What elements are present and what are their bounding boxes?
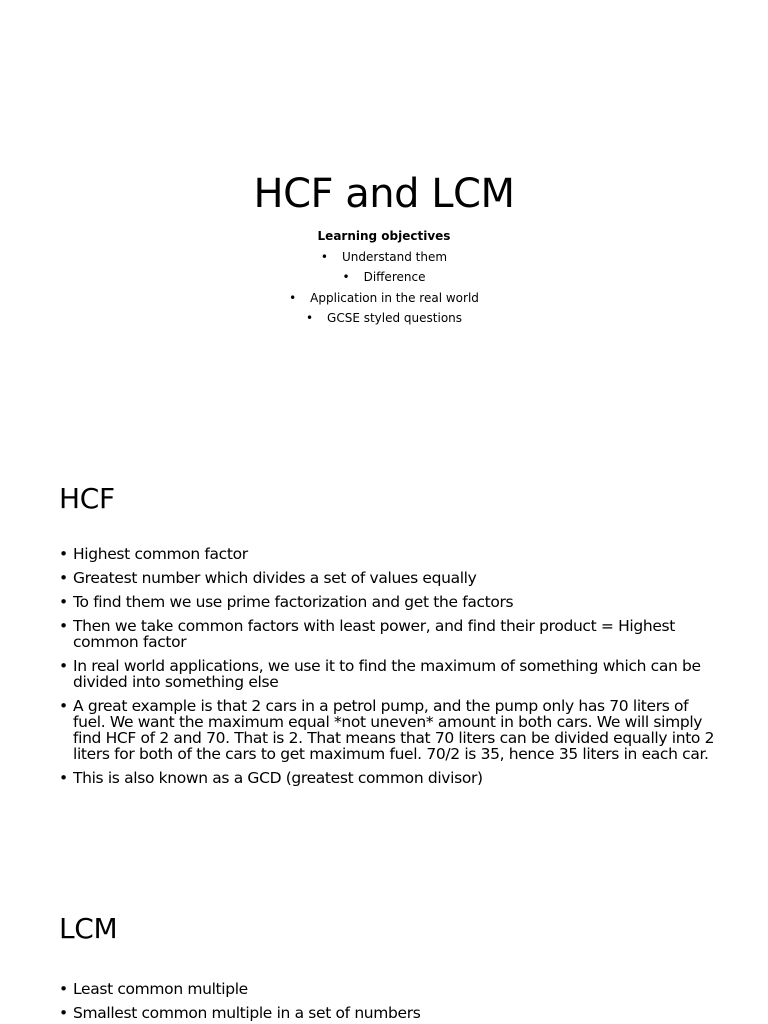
bullet-icon: • <box>59 593 68 611</box>
bullet-icon: • <box>59 769 68 787</box>
bullet-list <box>59 546 719 794</box>
hcf-slide <box>0 432 768 864</box>
list-item-text: Then we take common factors with least power, and find their product = Highest common factor <box>73 617 675 651</box>
lcm-slide <box>0 864 768 1024</box>
bullet-icon: • <box>59 980 68 998</box>
bullet-icon: • <box>59 657 68 675</box>
list-item <box>59 658 719 690</box>
objective-text: Understand them <box>342 249 448 264</box>
bullet-icon: • <box>59 617 68 635</box>
list-item <box>59 1005 719 1021</box>
list-item-text: To find them we use prime factorization and get the factors <box>73 593 514 611</box>
objective-item <box>0 308 768 329</box>
bullet-icon: • <box>305 311 314 325</box>
objective-text: Application in the real world <box>310 290 479 305</box>
list-item-text: A great example is that 2 cars in a petrol pump, and the pump only has 70 liters of fuel. We want the maximum equal *not uneven* amount in both cars. We will simply find HCF of 2 and 70. That is 2. That means that 70 liters can be divided equally into 2 liters for both of the cars to get maximum fuel. 70/2 is 35, hence 35 liters in each car. <box>73 697 715 763</box>
objective-item <box>0 267 768 288</box>
bullet-icon: • <box>59 1004 68 1022</box>
list-item <box>59 981 719 997</box>
objective-text: Difference <box>363 270 426 284</box>
bullet-icon: • <box>59 697 68 715</box>
slide-title: HCF and LCM <box>253 171 515 217</box>
list-item <box>59 594 719 610</box>
objective-item <box>0 247 768 268</box>
objective-item <box>0 288 768 309</box>
list-item-text: Greatest number which divides a set of values equally <box>73 569 477 587</box>
objective-text: GCSE styled questions <box>327 311 463 325</box>
list-item-text: Smallest common multiple in a set of numbers <box>73 1004 421 1022</box>
bullet-icon: • <box>320 249 328 264</box>
title-slide <box>0 0 768 432</box>
bullet-list <box>59 981 719 1024</box>
bullet-icon: • <box>342 270 350 284</box>
section-title: HCF <box>59 482 115 515</box>
section-title: LCM <box>59 912 118 945</box>
list-item <box>59 570 719 586</box>
bullet-icon: • <box>59 569 68 587</box>
list-item-text: In real world applications, we use it to find the maximum of something which can be divided into something else <box>73 657 701 691</box>
list-item <box>59 698 719 762</box>
objectives-heading: Learning objectives <box>317 229 451 243</box>
bullet-icon: • <box>59 545 68 563</box>
learning-objectives <box>0 226 768 329</box>
list-item-text: Least common multiple <box>73 980 248 998</box>
list-item-text: Highest common factor <box>73 545 248 563</box>
list-item-text: This is also known as a GCD (greatest common divisor) <box>73 769 483 787</box>
list-item <box>59 546 719 562</box>
list-item <box>59 618 719 650</box>
bullet-icon: • <box>289 290 297 305</box>
list-item <box>59 770 719 786</box>
